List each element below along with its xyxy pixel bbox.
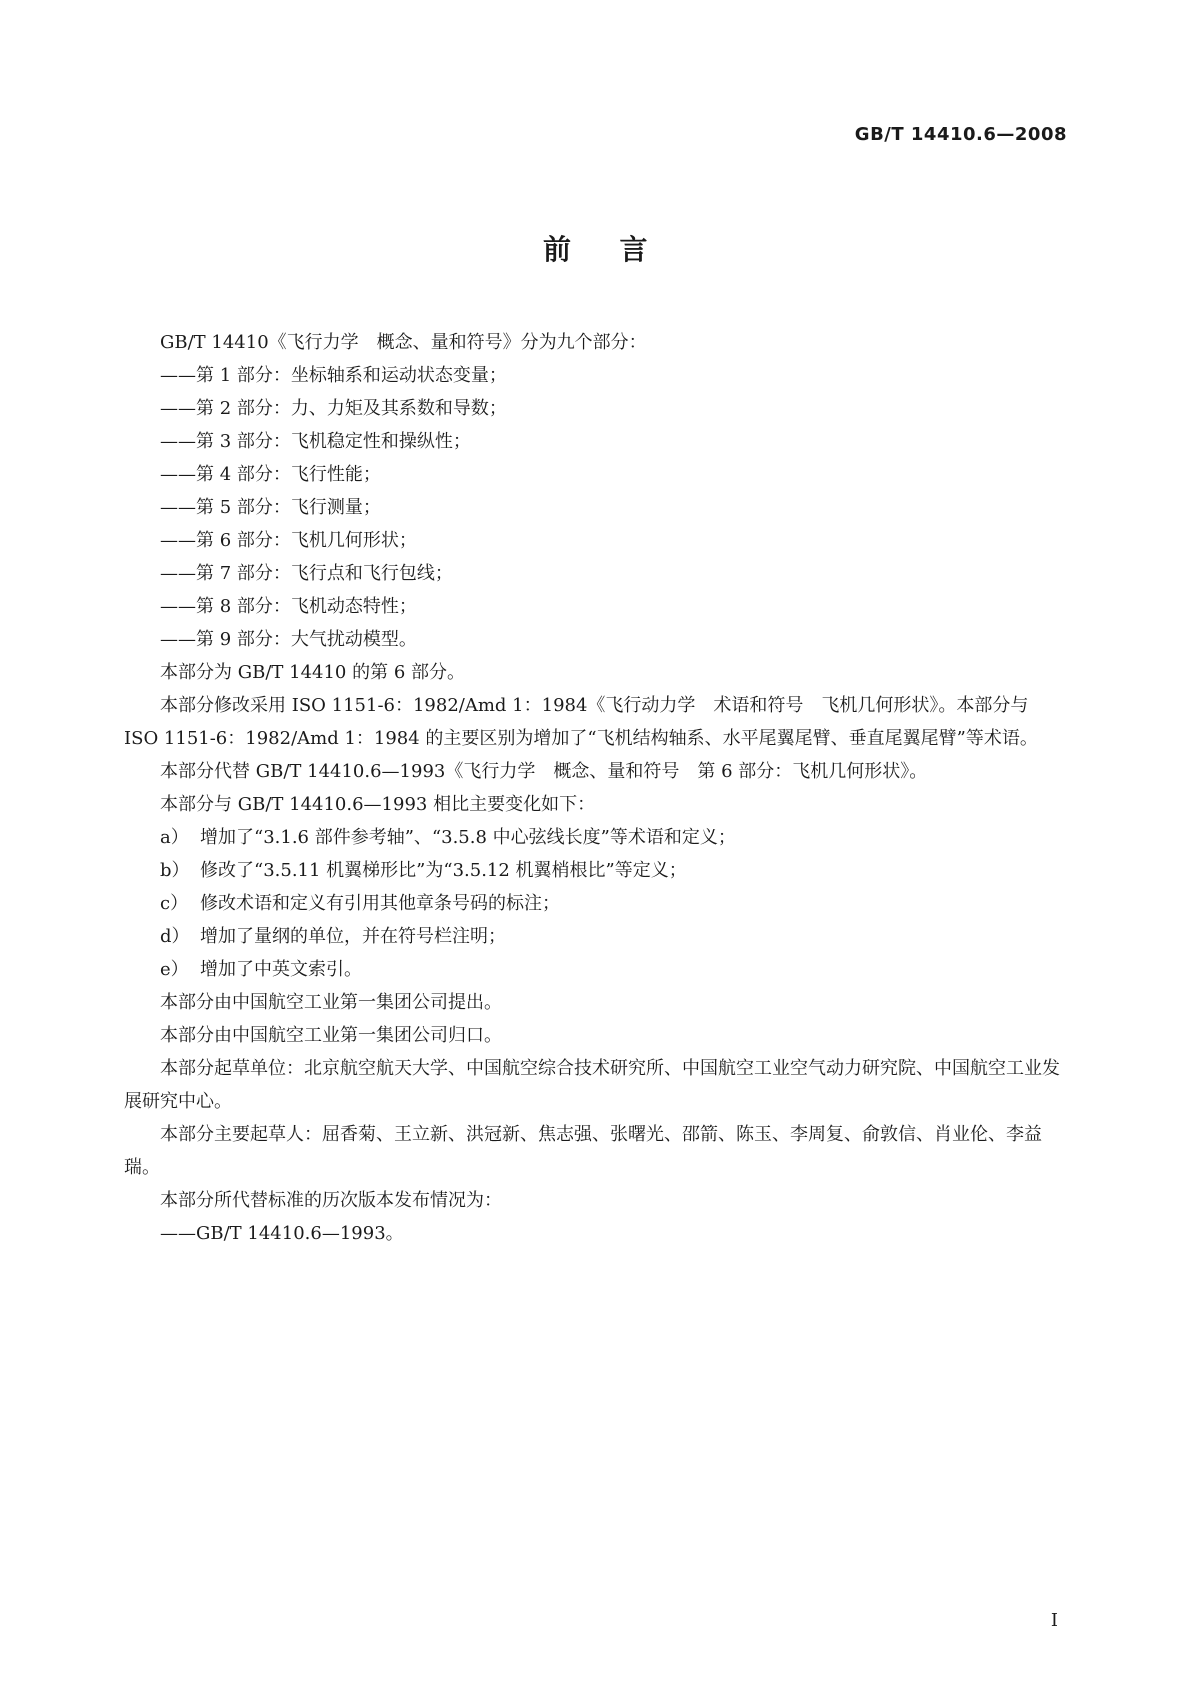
adoption-paragraph: 本部分修改采用 ISO 1151-6：1982/Amd 1：1984《飞行动力学 术语和符号 飞机几何形状》。本部分与 ISO 1151-6：1982/Amd 1：1984 的主要区别为增加了“飞机结构轴系、水平尾翼尾臂、垂直尾翼尾臂”等术语。 [124, 695, 1038, 749]
change-label: e） [160, 959, 189, 980]
change-list-item [124, 887, 1068, 920]
part-list-item: ——第 1 部分：坐标轴系和运动状态变量； [160, 365, 507, 386]
change-list-item [124, 854, 1068, 887]
history-intro-paragraph: 本部分所代替标准的历次版本发布情况为： [160, 1190, 502, 1211]
change-list-item [124, 920, 1068, 953]
centralized-by-paragraph: 本部分由中国航空工业第一集团公司归口。 [160, 1025, 502, 1046]
part-list-item: ——第 9 部分：大气扰动模型。 [160, 629, 417, 650]
change-text: 增加了“3.1.6 部件参考轴”、“3.5.8 中心弦线长度”等术语和定义； [200, 827, 736, 848]
change-text: 修改了“3.5.11 机翼梯形比”为“3.5.12 机翼梢根比”等定义； [200, 860, 687, 881]
page-number: I [1050, 1610, 1058, 1631]
proposed-by-paragraph: 本部分由中国航空工业第一集团公司提出。 [160, 992, 502, 1013]
change-text: 修改术语和定义有引用其他章条号码的标注； [200, 893, 560, 914]
change-label: d） [160, 926, 190, 947]
intro-paragraph: GB/T 14410《飞行力学 概念、量和符号》分为九个部分： [160, 332, 647, 353]
change-label: c） [160, 893, 189, 914]
part-list-item: ——第 6 部分：飞机几何形状； [160, 530, 417, 551]
standard-number: GB/T 14410.6—2008 [854, 124, 1067, 145]
part-list-item: ——第 5 部分：飞行测量； [160, 497, 381, 518]
changes-intro-paragraph: 本部分与 GB/T 14410.6—1993 相比主要变化如下： [160, 794, 596, 815]
replaces-paragraph: 本部分代替 GB/T 14410.6—1993《飞行力学 概念、量和符号 第 6 部分：飞机几何形状》。 [160, 761, 928, 782]
part-list-item: ——第 3 部分：飞机稳定性和操纵性； [160, 431, 471, 452]
change-label: a） [160, 827, 189, 848]
page-title [0, 228, 1191, 268]
part-list-item: ——第 4 部分：飞行性能； [160, 464, 381, 485]
change-label: b） [160, 860, 190, 881]
change-text: 增加了量纲的单位，并在符号栏注明； [200, 926, 506, 947]
change-list-item [124, 821, 1068, 854]
drafters-paragraph: 本部分主要起草人：屈香菊、王立新、洪冠新、焦志强、张曙光、邵箭、陈玉、李周复、俞敦信、肖业伦、李益瑞。 [124, 1124, 1042, 1178]
history-list-item: ——GB/T 14410.6—1993。 [160, 1223, 404, 1244]
part-of-paragraph: 本部分为 GB/T 14410 的第 6 部分。 [160, 662, 465, 683]
change-list-item [124, 953, 1068, 986]
document-body [124, 326, 1068, 1250]
part-list-item: ——第 7 部分：飞行点和飞行包线； [160, 563, 453, 584]
change-text: 增加了中英文索引。 [200, 959, 362, 980]
part-list-item: ——第 8 部分：飞机动态特性； [160, 596, 417, 617]
title-char-2: 言 [619, 233, 649, 266]
part-list-item: ——第 2 部分：力、力矩及其系数和导数； [160, 398, 507, 419]
title-char-1: 前 [542, 233, 572, 266]
drafting-units-paragraph: 本部分起草单位：北京航空航天大学、中国航空综合技术研究所、中国航空工业空气动力研究院、中国航空工业发展研究中心。 [124, 1058, 1060, 1112]
